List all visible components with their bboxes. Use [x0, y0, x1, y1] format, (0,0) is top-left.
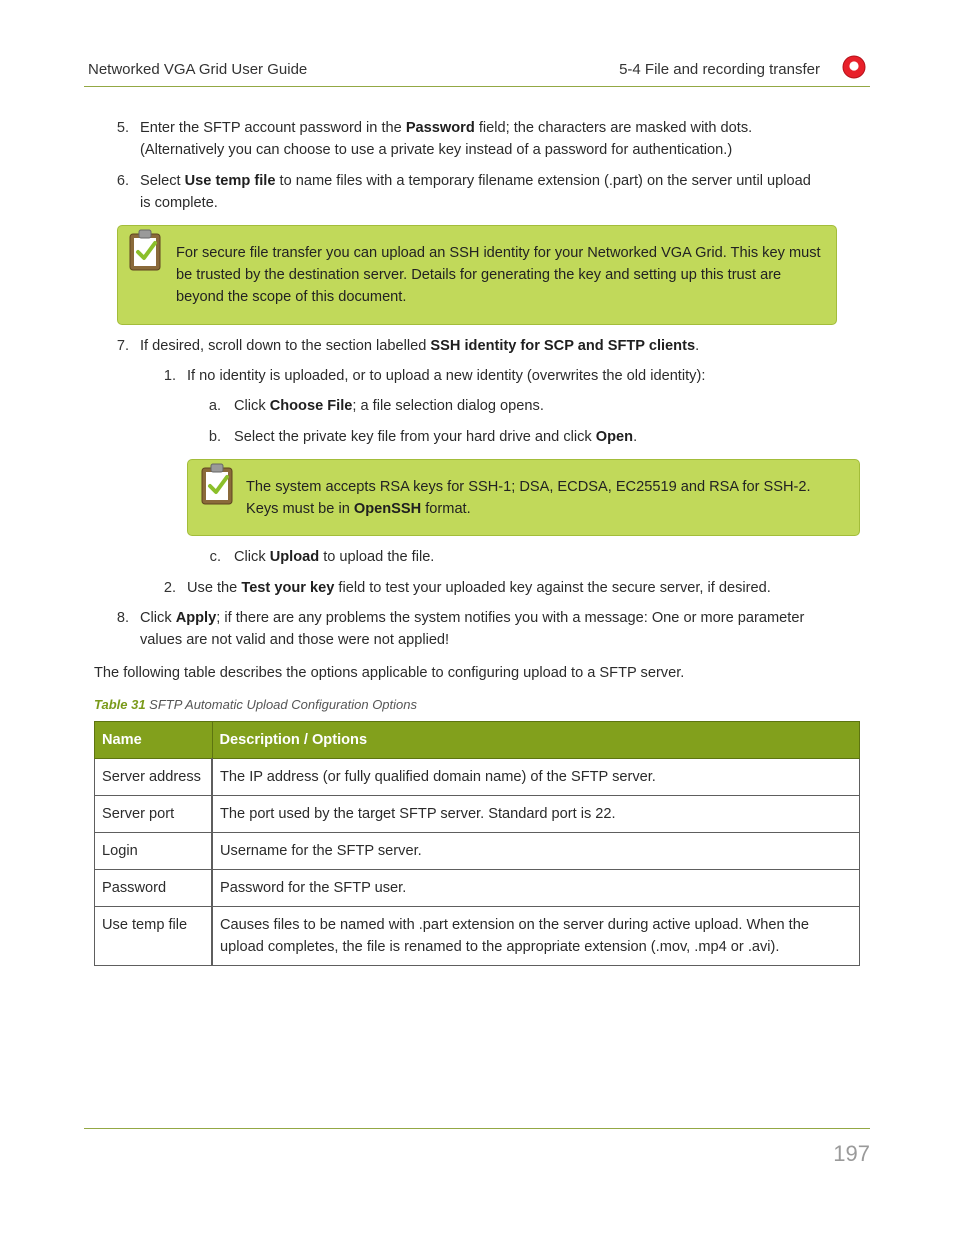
- table-row: [95, 759, 860, 796]
- step-text: [187, 577, 867, 599]
- footer-divider: [84, 1128, 870, 1129]
- text-run: .: [633, 429, 638, 445]
- step-number: 7.: [116, 338, 129, 354]
- note-box: [117, 225, 837, 325]
- text-run: is complete.: [140, 195, 218, 211]
- text-run: to upload the file.: [319, 549, 435, 565]
- ui-term: Open: [595, 429, 634, 445]
- header-title: Networked VGA Grid User Guide: [88, 61, 308, 78]
- ui-term: SSH identity for SCP and SFTP clients: [430, 338, 696, 354]
- header-section: 5-4 File and recording transfer: [619, 61, 820, 78]
- step-text: [140, 335, 860, 357]
- text-run: values are not valid and those were not applied!: [140, 632, 450, 648]
- step-text: [140, 117, 860, 161]
- ui-term: Test your key: [241, 580, 335, 596]
- column-header-description: Description / Options: [212, 722, 860, 759]
- text-run: Click: [140, 610, 176, 626]
- step-number: c.: [209, 549, 221, 565]
- text-run: The system accepts RSA keys for SSH-1; DSA, ECDSA, EC25519 and RSA for SSH-2.: [246, 479, 811, 495]
- text-run: ; if there are any problems the system notifies you with a message: One or more parameter: [216, 610, 805, 626]
- step-number: 5.: [116, 120, 129, 136]
- step-text: [234, 546, 854, 568]
- ui-term: Choose File: [269, 398, 353, 414]
- step-number: 6.: [116, 173, 129, 189]
- step-text: [234, 395, 854, 417]
- step-number: a.: [208, 398, 221, 414]
- table-cell-name: Login: [95, 833, 213, 870]
- table-cell-description: The port used by the target SFTP server. Standard port is 22.: [212, 796, 860, 833]
- intro-paragraph: The following table describes the options applicable to configuring upload to a SFTP server.: [94, 665, 685, 681]
- ui-term: Use temp file: [184, 173, 276, 189]
- text-run: Click: [234, 549, 270, 565]
- table-cell-description: The IP address (or fully qualified domain name) of the SFTP server.: [212, 759, 860, 796]
- table-cell-description: Causes files to be named with .part extension on the server during active upload. When the upload completes, the file is renamed to the appropriate extension (.mov, .mp4 or .avi).: [212, 907, 860, 966]
- page-number: 197: [833, 1141, 870, 1166]
- table-caption-text: SFTP Automatic Upload Configuration Options: [145, 697, 417, 712]
- record-icon: [842, 55, 866, 79]
- table-cell-description: Username for the SFTP server.: [212, 833, 860, 870]
- text-run: Use the: [187, 580, 242, 596]
- text-run: .: [695, 338, 700, 354]
- ui-term: Password: [405, 120, 475, 136]
- text-run: Click: [234, 398, 270, 414]
- table-row: [95, 870, 860, 907]
- text-run: (Alternatively you can choose to use a private key instead of a password for authentication.): [140, 142, 733, 158]
- text-run: Select: [140, 173, 185, 189]
- table-row: [95, 907, 860, 966]
- step-number: 2.: [163, 580, 176, 596]
- table-cell-name: Use temp file: [95, 907, 213, 966]
- text-run: format.: [421, 501, 471, 517]
- column-header-name: Name: [95, 722, 213, 759]
- text-run: ; a file selection dialog opens.: [352, 398, 544, 414]
- step-number: 1.: [163, 368, 176, 384]
- text-run: to name files with a temporary filename extension (.part) on the server until upload: [275, 173, 811, 189]
- table-caption: [94, 694, 417, 716]
- clipboard-check-icon: [128, 228, 162, 272]
- step-number: b.: [208, 429, 221, 445]
- table-header-row: [95, 722, 860, 759]
- header-divider: [84, 86, 870, 87]
- step-text: If no identity is uploaded, or to upload a new identity (overwrites the old identity):: [187, 368, 706, 384]
- table-row: [95, 796, 860, 833]
- table-caption-number: Table 31: [94, 697, 146, 712]
- note-text: For secure file transfer you can upload an SSH identity for your Networked VGA Grid. This key must be trusted by the destination server. Details for generating the key and setting up this trust are beyond the scope of this document.: [176, 245, 821, 305]
- text-run: field; the characters are masked with dots.: [474, 120, 753, 136]
- text-run: field to test your uploaded key against the secure server, if desired.: [334, 580, 771, 596]
- ui-term: Upload: [269, 549, 320, 565]
- ui-term: Apply: [175, 610, 217, 626]
- text-run: If desired, scroll down to the section labelled: [140, 338, 431, 354]
- step-number: 8.: [116, 610, 129, 626]
- clipboard-check-icon: [200, 462, 234, 506]
- note-box: [187, 459, 860, 536]
- table-row: [95, 833, 860, 870]
- table-cell-name: Server port: [95, 796, 213, 833]
- table-cell-description: Password for the SFTP user.: [212, 870, 860, 907]
- step-text: [140, 607, 865, 651]
- text-run: Select the private key file from your hard drive and click: [234, 429, 596, 445]
- table-cell-name: Password: [95, 870, 213, 907]
- note-text: [246, 476, 851, 520]
- options-table: [94, 721, 860, 966]
- step-text: [140, 170, 870, 214]
- text-run: Enter the SFTP account password in the: [140, 120, 406, 136]
- step-text: [234, 426, 854, 448]
- ui-term: OpenSSH: [353, 501, 422, 517]
- table-cell-name: Server address: [95, 759, 213, 796]
- text-run: Keys must be in: [246, 501, 354, 517]
